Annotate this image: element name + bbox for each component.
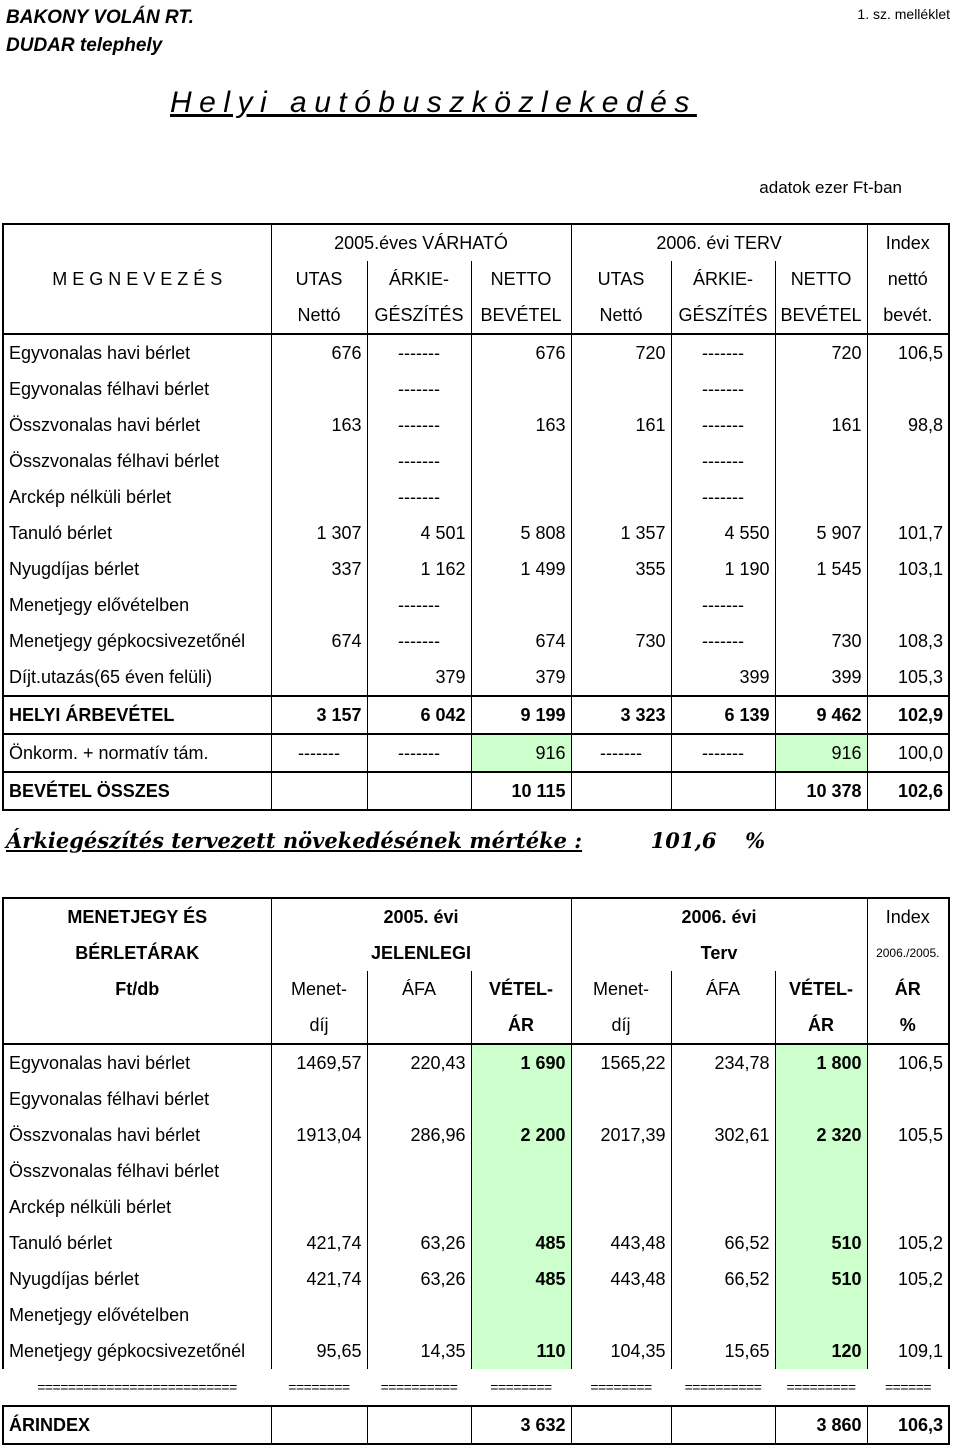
cell: ------- — [671, 371, 775, 407]
cell: 720 — [571, 334, 671, 371]
cell: ------- — [671, 623, 775, 659]
column-header: ÁFA — [367, 971, 471, 1007]
cell: 9 462 — [775, 696, 867, 734]
index-header: Index — [867, 224, 949, 261]
table-header-row — [3, 261, 949, 297]
cell: 3 323 — [571, 696, 671, 734]
cell: 443,48 — [571, 1261, 671, 1297]
column-header: ÁFA — [671, 971, 775, 1007]
index-header: Index — [867, 898, 949, 935]
cell — [775, 443, 867, 479]
cell: ------- — [671, 443, 775, 479]
cell: 161 — [775, 407, 867, 443]
column-header: NETTO — [775, 261, 867, 297]
subsidy-row — [3, 734, 949, 772]
cell: 1913,04 — [271, 1117, 367, 1153]
cell — [867, 371, 949, 407]
group-2006-sub: Terv — [571, 935, 867, 971]
cell — [471, 371, 571, 407]
cell — [571, 659, 671, 696]
cell: 105,5 — [867, 1117, 949, 1153]
cell — [775, 1081, 867, 1117]
column-header: BEVÉTEL — [471, 297, 571, 334]
cell — [571, 1189, 671, 1225]
column-header: díj — [271, 1007, 367, 1044]
cell: ------- — [367, 443, 471, 479]
cell: 674 — [271, 623, 367, 659]
separator: ========= — [786, 1379, 856, 1395]
cell — [367, 1189, 471, 1225]
cell — [571, 772, 671, 810]
column-header: díj — [571, 1007, 671, 1044]
price-table — [2, 897, 950, 1445]
cell: 234,78 — [671, 1044, 775, 1081]
column-header: % — [867, 1007, 949, 1044]
cell: 9 199 — [471, 696, 571, 734]
separator: ======== — [288, 1379, 350, 1395]
cell: 3 157 — [271, 696, 367, 734]
column-header: Ft/db — [3, 971, 271, 1007]
cell — [271, 1297, 367, 1333]
cell — [571, 443, 671, 479]
cell — [271, 371, 367, 407]
separator-row — [3, 1369, 949, 1406]
cell: ------- — [367, 371, 471, 407]
column-header: ÁRKIE- — [671, 261, 775, 297]
cell: 5 907 — [775, 515, 867, 551]
cell — [471, 1297, 571, 1333]
group-2006: 2006. évi — [571, 898, 867, 935]
separator: ========================== — [37, 1379, 237, 1395]
cell — [471, 1081, 571, 1117]
cell: ------- — [367, 734, 471, 772]
company-line-2: DUDAR telephely — [6, 35, 163, 56]
total-row-osszes — [3, 772, 949, 810]
cell: 302,61 — [671, 1117, 775, 1153]
cell — [867, 443, 949, 479]
cell: 485 — [471, 1225, 571, 1261]
cell: 220,43 — [367, 1044, 471, 1081]
cell — [471, 443, 571, 479]
cell: ------- — [671, 407, 775, 443]
cell: 15,65 — [671, 1333, 775, 1369]
cell — [571, 371, 671, 407]
cell: 4 550 — [671, 515, 775, 551]
row-name: Tanuló bérlet — [3, 515, 271, 551]
group-2005: 2005.éves VÁRHATÓ — [271, 224, 571, 261]
table-row — [3, 443, 949, 479]
table-row — [3, 623, 949, 659]
row-name: Tanuló bérlet — [3, 1225, 271, 1261]
cell — [671, 1081, 775, 1117]
cell: 1 190 — [671, 551, 775, 587]
cell: 399 — [671, 659, 775, 696]
cell — [367, 1297, 471, 1333]
row-name: Önkorm. + normatív tám. — [3, 734, 271, 772]
row-name: Menetjegy elővételben — [3, 587, 271, 623]
row-name: Arckép nélküli bérlet — [3, 1189, 271, 1225]
cell: 66,52 — [671, 1261, 775, 1297]
cell: ------- — [671, 334, 775, 371]
cell: 1469,57 — [271, 1044, 367, 1081]
column-header: Menet- — [571, 971, 671, 1007]
unit-note: adatok ezer Ft-ban — [759, 178, 902, 197]
company-line-1: BAKONY VOLÁN RT. — [6, 7, 194, 28]
cell — [867, 1081, 949, 1117]
cell: 100,0 — [867, 734, 949, 772]
cell: 102,6 — [867, 772, 949, 810]
cell — [571, 1081, 671, 1117]
table-row — [3, 1333, 949, 1369]
cell: 355 — [571, 551, 671, 587]
cell: 2017,39 — [571, 1117, 671, 1153]
column-header: BÉRLETÁRAK — [3, 935, 271, 971]
cell: ------- — [367, 407, 471, 443]
cell: 105,2 — [867, 1225, 949, 1261]
row-name: Arckép nélküli bérlet — [3, 479, 271, 515]
table-header-row — [3, 297, 949, 334]
separator: ======== — [490, 1379, 552, 1395]
column-header: NETTO — [471, 261, 571, 297]
cell: 3 632 — [471, 1406, 571, 1444]
annex-label: 1. sz. melléklet — [857, 6, 950, 22]
cell: 66,52 — [671, 1225, 775, 1261]
total-row-helyi — [3, 696, 949, 734]
cell — [471, 1153, 571, 1189]
table-row — [3, 1297, 949, 1333]
revenue-table — [2, 223, 950, 811]
column-header: VÉTEL- — [471, 971, 571, 1007]
cell: 1 690 — [471, 1044, 571, 1081]
row-name: Összvonalas havi bérlet — [3, 1117, 271, 1153]
cell — [367, 1153, 471, 1189]
group-2005-sub: JELENLEGI — [271, 935, 571, 971]
cell — [775, 371, 867, 407]
cell: 379 — [367, 659, 471, 696]
arindex-row — [3, 1406, 949, 1444]
table-header-row — [3, 971, 949, 1007]
column-header: nettó — [867, 261, 949, 297]
table-row — [3, 1153, 949, 1189]
cell — [671, 1153, 775, 1189]
row-name: Díjt.utazás(65 éven felüli) — [3, 659, 271, 696]
cell: 163 — [471, 407, 571, 443]
column-header: GÉSZÍTÉS — [671, 297, 775, 334]
table-header-row — [3, 935, 949, 971]
cell: 5 808 — [471, 515, 571, 551]
page-title: Helyi autóbuszközlekedés — [170, 86, 697, 119]
column-header: Nettó — [571, 297, 671, 334]
table-row — [3, 334, 949, 371]
group-2006: 2006. évi TERV — [571, 224, 867, 261]
table-row — [3, 1225, 949, 1261]
cell: 337 — [271, 551, 367, 587]
cell: 510 — [775, 1225, 867, 1261]
cell — [571, 479, 671, 515]
table-row — [3, 551, 949, 587]
cell: 730 — [775, 623, 867, 659]
row-name: Egyvonalas félhavi bérlet — [3, 371, 271, 407]
cell: 4 501 — [367, 515, 471, 551]
cell: 163 — [271, 407, 367, 443]
cell: ------- — [271, 734, 367, 772]
cell: ------- — [367, 334, 471, 371]
cell: 106,5 — [867, 334, 949, 371]
cell: 105,3 — [867, 659, 949, 696]
table-row — [3, 371, 949, 407]
cell — [271, 772, 367, 810]
column-header: ÁR — [867, 971, 949, 1007]
column-header: Nettó — [271, 297, 367, 334]
separator: ======== — [590, 1379, 652, 1395]
column-header: ÁRKIE- — [367, 261, 471, 297]
cell: 730 — [571, 623, 671, 659]
row-name: Egyvonalas havi bérlet — [3, 1044, 271, 1081]
table-row — [3, 1081, 949, 1117]
cell: 10 115 — [471, 772, 571, 810]
cell: 399 — [775, 659, 867, 696]
row-name: Menetjegy elővételben — [3, 1297, 271, 1333]
growth-label: Árkiegészítés tervezett növekedésének mértéke : — [6, 828, 583, 853]
row-name: Nyugdíjas bérlet — [3, 551, 271, 587]
cell — [471, 1189, 571, 1225]
cell — [271, 1189, 367, 1225]
separator: ========== — [380, 1379, 458, 1395]
name-header: M E G N E V E Z É S — [3, 261, 271, 297]
cell: 1 545 — [775, 551, 867, 587]
cell: 3 860 — [775, 1406, 867, 1444]
cell: ------- — [367, 623, 471, 659]
cell — [271, 1081, 367, 1117]
cell: 443,48 — [571, 1225, 671, 1261]
cell — [571, 587, 671, 623]
cell — [671, 1189, 775, 1225]
cell: 1565,22 — [571, 1044, 671, 1081]
company-name — [6, 4, 194, 60]
cell: 916 — [471, 734, 571, 772]
cell: ------- — [367, 587, 471, 623]
cell: 1 307 — [271, 515, 367, 551]
cell: 1 357 — [571, 515, 671, 551]
cell: 101,7 — [867, 515, 949, 551]
table-row — [3, 1044, 949, 1081]
table-row — [3, 1189, 949, 1225]
cell: 98,8 — [867, 407, 949, 443]
cell: 676 — [471, 334, 571, 371]
row-name: Egyvonalas félhavi bérlet — [3, 1081, 271, 1117]
table-header-row — [3, 1007, 949, 1044]
cell: 63,26 — [367, 1225, 471, 1261]
cell — [367, 1081, 471, 1117]
cell — [867, 1297, 949, 1333]
column-header: ÁR — [471, 1007, 571, 1044]
cell — [571, 1153, 671, 1189]
cell: 1 162 — [367, 551, 471, 587]
row-name: Összvonalas havi bérlet — [3, 407, 271, 443]
index-sub: 2006./2005. — [867, 935, 949, 971]
table-row — [3, 1117, 949, 1153]
cell — [775, 587, 867, 623]
cell: 103,1 — [867, 551, 949, 587]
column-header: UTAS — [271, 261, 367, 297]
cell — [775, 1153, 867, 1189]
row-name: BEVÉTEL ÖSSZES — [3, 772, 271, 810]
table-row — [3, 407, 949, 443]
cell: 1 800 — [775, 1044, 867, 1081]
row-name: Összvonalas félhavi bérlet — [3, 1153, 271, 1189]
cell: 14,35 — [367, 1333, 471, 1369]
cell: 674 — [471, 623, 571, 659]
growth-unit: % — [745, 828, 766, 853]
separator: ====== — [885, 1379, 932, 1395]
cell: 916 — [775, 734, 867, 772]
table-row — [3, 515, 949, 551]
cell — [271, 443, 367, 479]
group-2005: 2005. évi — [271, 898, 571, 935]
cell: 1 499 — [471, 551, 571, 587]
cell: 720 — [775, 334, 867, 371]
separator: ========== — [684, 1379, 762, 1395]
cell — [471, 587, 571, 623]
cell: 106,3 — [867, 1406, 949, 1444]
row-name: ÁRINDEX — [3, 1406, 271, 1444]
cell: ------- — [671, 734, 775, 772]
table-row — [3, 659, 949, 696]
row-name: Egyvonalas havi bérlet — [3, 334, 271, 371]
price-rows — [3, 1044, 949, 1369]
table-row — [3, 587, 949, 623]
cell: 421,74 — [271, 1261, 367, 1297]
table-header-row — [3, 224, 949, 261]
column-header: Menet- — [271, 971, 367, 1007]
cell: 10 378 — [775, 772, 867, 810]
growth-value: 101,6 — [650, 828, 717, 853]
table-row — [3, 479, 949, 515]
cell: 6 139 — [671, 696, 775, 734]
row-name: Menetjegy gépkocsivezetőnél — [3, 1333, 271, 1369]
cell — [271, 479, 367, 515]
cell: 106,5 — [867, 1044, 949, 1081]
row-name: Menetjegy gépkocsivezetőnél — [3, 623, 271, 659]
cell: 110 — [471, 1333, 571, 1369]
cell: 95,65 — [271, 1333, 367, 1369]
column-header: MENETJEGY ÉS — [3, 898, 271, 935]
cell: ------- — [671, 479, 775, 515]
cell: 379 — [471, 659, 571, 696]
cell — [271, 1153, 367, 1189]
column-header: bevét. — [867, 297, 949, 334]
cell: 2 200 — [471, 1117, 571, 1153]
cell — [271, 587, 367, 623]
cell — [867, 587, 949, 623]
row-name: Nyugdíjas bérlet — [3, 1261, 271, 1297]
table-row — [3, 1261, 949, 1297]
cell — [867, 1153, 949, 1189]
cell: 108,3 — [867, 623, 949, 659]
cell: 286,96 — [367, 1117, 471, 1153]
cell — [775, 1189, 867, 1225]
cell: 6 042 — [367, 696, 471, 734]
cell: ------- — [367, 479, 471, 515]
cell: 105,2 — [867, 1261, 949, 1297]
cell: 102,9 — [867, 696, 949, 734]
cell — [775, 1297, 867, 1333]
column-header: BEVÉTEL — [775, 297, 867, 334]
cell: 109,1 — [867, 1333, 949, 1369]
row-name: Összvonalas félhavi bérlet — [3, 443, 271, 479]
cell — [671, 1297, 775, 1333]
growth-line — [6, 828, 765, 853]
cell — [271, 659, 367, 696]
row-name: HELYI ÁRBEVÉTEL — [3, 696, 271, 734]
cell — [775, 479, 867, 515]
cell — [867, 1189, 949, 1225]
cell: ------- — [571, 734, 671, 772]
cell: 161 — [571, 407, 671, 443]
cell: 120 — [775, 1333, 867, 1369]
cell — [571, 1297, 671, 1333]
cell: 421,74 — [271, 1225, 367, 1261]
cell — [471, 479, 571, 515]
cell: 2 320 — [775, 1117, 867, 1153]
revenue-rows — [3, 334, 949, 696]
cell: 63,26 — [367, 1261, 471, 1297]
cell: 104,35 — [571, 1333, 671, 1369]
cell: ------- — [671, 587, 775, 623]
column-header: VÉTEL- — [775, 971, 867, 1007]
column-header: UTAS — [571, 261, 671, 297]
column-header: GÉSZÍTÉS — [367, 297, 471, 334]
cell: 485 — [471, 1261, 571, 1297]
column-header: ÁR — [775, 1007, 867, 1044]
cell — [367, 772, 471, 810]
cell — [671, 772, 775, 810]
table-header-row — [3, 898, 949, 935]
cell — [867, 479, 949, 515]
cell: 510 — [775, 1261, 867, 1297]
cell: 676 — [271, 334, 367, 371]
